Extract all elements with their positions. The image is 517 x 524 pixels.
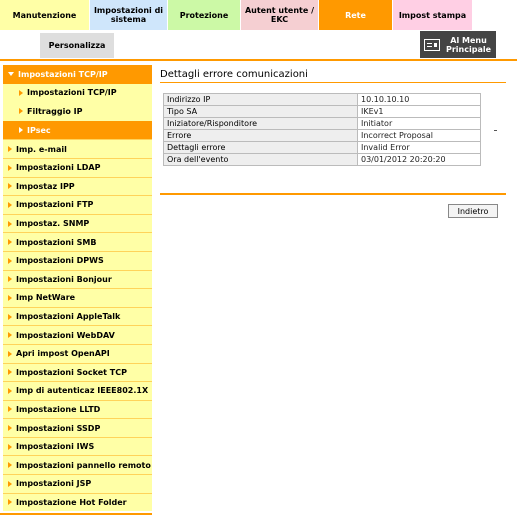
arrow-icon — [8, 388, 12, 394]
content-divider — [160, 193, 506, 195]
arrow-icon — [8, 481, 12, 487]
sidebar-item[interactable] — [3, 195, 152, 214]
tab-impost-stampa[interactable]: Impost stampa — [393, 0, 473, 30]
arrow-icon — [8, 425, 12, 431]
top-tab-bar — [0, 0, 517, 30]
table-row — [164, 142, 481, 154]
sidebar-item[interactable] — [3, 344, 152, 363]
row-value: Initiator — [358, 118, 481, 130]
arrow-icon — [8, 499, 12, 505]
sidebar-item[interactable] — [3, 400, 152, 419]
sidebar-item[interactable] — [3, 84, 152, 103]
sidebar-item[interactable] — [3, 139, 152, 158]
sidebar-item-label: Impostazione Hot Folder — [16, 497, 127, 507]
arrow-icon — [8, 165, 12, 171]
sidebar-item[interactable] — [3, 474, 152, 493]
arrow-icon — [8, 462, 12, 468]
row-label: Dettagli errore — [164, 142, 358, 154]
sidebar-item[interactable] — [3, 232, 152, 251]
sidebar-item-label: Impostazioni FTP — [16, 200, 94, 210]
row-label: Iniziatore/Risponditore — [164, 118, 358, 130]
arrow-icon — [8, 221, 12, 227]
arrow-icon — [8, 406, 12, 412]
table-row — [164, 154, 481, 166]
header-divider — [0, 59, 517, 61]
sidebar-item[interactable] — [3, 288, 152, 307]
tab-personalizza[interactable]: Personalizza — [40, 33, 114, 58]
arrow-icon — [8, 444, 12, 450]
details-table — [163, 93, 481, 166]
main-menu-button[interactable]: Al Menu Principale — [420, 31, 496, 58]
arrow-icon — [19, 127, 23, 133]
sidebar-item[interactable] — [3, 307, 152, 326]
sidebar-item[interactable] — [3, 381, 152, 400]
arrow-icon — [8, 369, 12, 375]
arrow-icon — [19, 90, 23, 96]
tab-autent-utente[interactable]: Autent utente / EKC — [241, 0, 319, 30]
sidebar-item-label: Imp NetWare — [16, 293, 76, 303]
sidebar-item-label: Impostazioni WebDAV — [16, 330, 115, 340]
menu-list-icon — [424, 39, 440, 51]
sidebar-item-label: Impostaz IPP — [16, 181, 75, 191]
sidebar-item-label: Impostazioni Bonjour — [16, 274, 112, 284]
sidebar-item-label: Impostazioni TCP/IP — [27, 88, 117, 98]
sidebar-item-label: IPsec — [27, 125, 51, 135]
table-row — [164, 130, 481, 142]
back-button[interactable]: Indietro — [448, 204, 498, 218]
sidebar-item[interactable] — [3, 177, 152, 196]
sidebar-item[interactable] — [3, 270, 152, 289]
sidebar-item[interactable] — [3, 325, 152, 344]
sidebar-item-label: Impostazioni pannello remoto — [16, 460, 151, 470]
sidebar-item-label: Impostazioni SSDP — [16, 423, 101, 433]
sidebar-item-label: Imp. e-mail — [16, 144, 67, 154]
table-row — [164, 106, 481, 118]
sidebar-item-label: Impostaz. SNMP — [16, 219, 90, 229]
arrow-icon — [19, 108, 23, 114]
sidebar-item[interactable] — [3, 437, 152, 456]
row-value: Invalid Error — [358, 142, 481, 154]
sidebar-item-label: Apri impost OpenAPI — [16, 349, 110, 359]
sidebar-item[interactable] — [3, 251, 152, 270]
title-divider — [160, 82, 506, 83]
tab-protezione[interactable]: Protezione — [168, 0, 241, 30]
sidebar-item-label: Impostazioni Socket TCP — [16, 367, 127, 377]
tab-manutenzione[interactable]: Manutenzione — [0, 0, 90, 30]
sidebar-item-label: Impostazioni SMB — [16, 237, 97, 247]
arrow-icon — [8, 258, 12, 264]
sidebar-item-label: Impostazione LLTD — [16, 404, 101, 414]
page-title: Dettagli errore comunicazioni — [160, 69, 308, 80]
sidebar-item[interactable] — [3, 455, 152, 474]
sidebar-item-label: Imp di autenticaz IEEE802.1X — [16, 386, 149, 396]
table-row — [164, 94, 481, 106]
sidebar-item[interactable] — [3, 158, 152, 177]
row-value: 03/01/2012 20:20:20 — [358, 154, 481, 166]
tab-rete[interactable]: Rete — [319, 0, 393, 30]
arrow-icon — [8, 72, 14, 76]
sidebar-item[interactable] — [3, 65, 152, 84]
sidebar-item[interactable] — [3, 102, 152, 121]
arrow-icon — [8, 314, 12, 320]
sidebar-item[interactable] — [3, 493, 152, 512]
sidebar-item-label: Impostazioni TCP/IP — [18, 69, 108, 79]
sidebar-item-label: Impostazioni LDAP — [16, 163, 101, 173]
row-value: IKEv1 — [358, 106, 481, 118]
sidebar-item[interactable] — [3, 418, 152, 437]
arrow-icon — [8, 183, 12, 189]
arrow-icon — [8, 276, 12, 282]
row-label: Indirizzo IP — [164, 94, 358, 106]
sidebar-item-label: Impostazioni IWS — [16, 442, 95, 452]
arrow-icon — [8, 202, 12, 208]
row-label: Ora dell'evento — [164, 154, 358, 166]
arrow-icon — [8, 332, 12, 338]
sidebar-item[interactable] — [3, 363, 152, 382]
row-label: Errore — [164, 130, 358, 142]
row-value: 10.10.10.10 — [358, 94, 481, 106]
sidebar — [3, 65, 152, 511]
arrow-icon — [8, 239, 12, 245]
dash-mark — [494, 130, 497, 131]
table-row — [164, 118, 481, 130]
sidebar-item-label: Filtraggio IP — [27, 106, 83, 116]
sidebar-item[interactable] — [3, 121, 152, 140]
sidebar-bottom-divider — [0, 513, 152, 515]
sidebar-item-label: Impostazioni JSP — [16, 479, 92, 489]
sidebar-item-label: Impostazioni DPWS — [16, 256, 104, 266]
row-label: Tipo SA — [164, 106, 358, 118]
arrow-icon — [8, 295, 12, 301]
arrow-icon — [8, 146, 12, 152]
sidebar-item-label: Impostazioni AppleTalk — [16, 312, 121, 322]
sidebar-item[interactable] — [3, 214, 152, 233]
tab-impostazioni-sistema[interactable]: Impostazioni di sistema — [90, 0, 168, 30]
arrow-icon — [8, 351, 12, 357]
row-value: Incorrect Proposal — [358, 130, 481, 142]
